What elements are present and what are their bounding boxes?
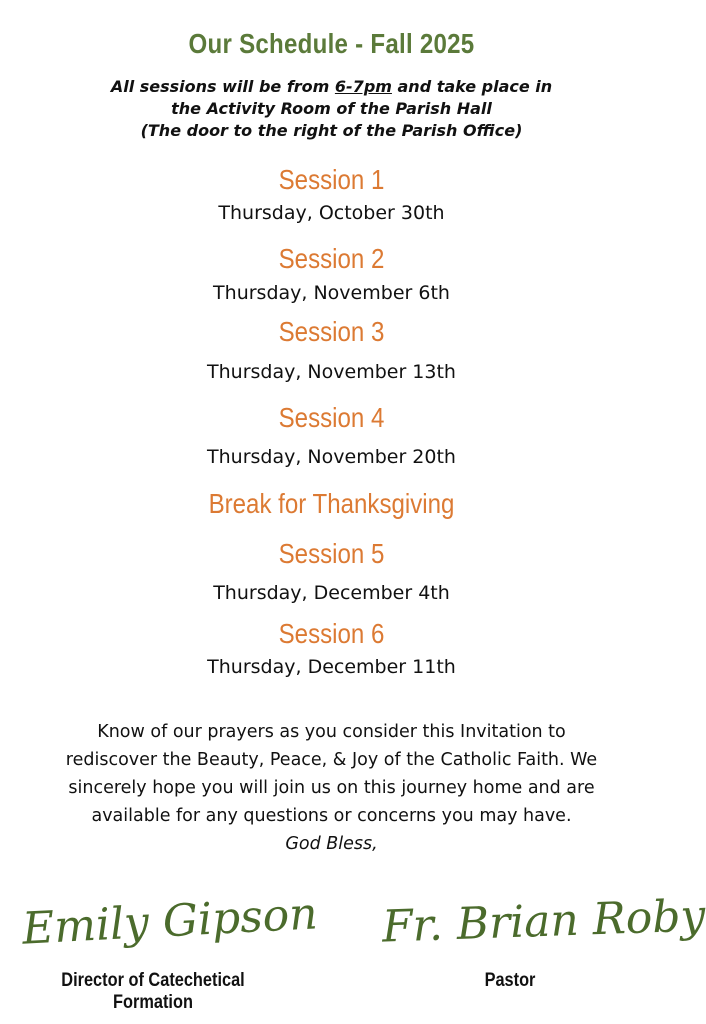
closing-line: sincerely hope you will join us on this journey home and are <box>68 778 595 798</box>
closing-line: rediscover the Beauty, Peace, & Joy of the Catholic Faith. We <box>65 750 598 770</box>
closing-message <box>0 718 663 858</box>
session-title: Session 5 <box>278 538 385 569</box>
closing-line: available for any questions or concerns you may have. <box>91 806 572 826</box>
role-director: Director of Catechetical Formation <box>61 970 245 1013</box>
session-title: Session 2 <box>278 243 385 274</box>
role-pastor: Pastor <box>484 970 536 991</box>
session-title: Session 3 <box>278 316 385 347</box>
session-date: Thursday, December 4th <box>213 582 450 604</box>
session-date: Thursday, October 30th <box>218 202 445 224</box>
session-title: Session 4 <box>278 402 385 433</box>
intro-time: 6-7pm <box>334 77 392 96</box>
intro-line-2: the Activity Room of the Parish Hall <box>171 99 492 118</box>
intro-text <box>0 76 663 142</box>
session-date: Thursday, November 20th <box>207 446 456 468</box>
intro-line-3: (The door to the right of the Parish Office) <box>140 121 523 140</box>
break-title: Break for Thanksgiving <box>208 488 455 519</box>
page-title: Our Schedule - Fall 2025 <box>188 28 475 59</box>
closing-blessing: God Bless, <box>285 834 378 854</box>
session-date: Thursday, December 11th <box>207 656 456 678</box>
signature-brian-roby: Fr. Brian Roby <box>381 890 706 953</box>
session-date: Thursday, November 6th <box>213 282 450 304</box>
signature-emily-gipson: Emily Gipson <box>20 888 319 955</box>
intro-line-1: All sessions will be from 6-7pm and take place in <box>110 77 553 96</box>
session-date: Thursday, November 13th <box>207 361 456 383</box>
session-title: Session 1 <box>278 164 385 195</box>
closing-line: Know of our prayers as you consider this Invitation to <box>97 722 566 742</box>
session-title: Session 6 <box>278 618 385 649</box>
